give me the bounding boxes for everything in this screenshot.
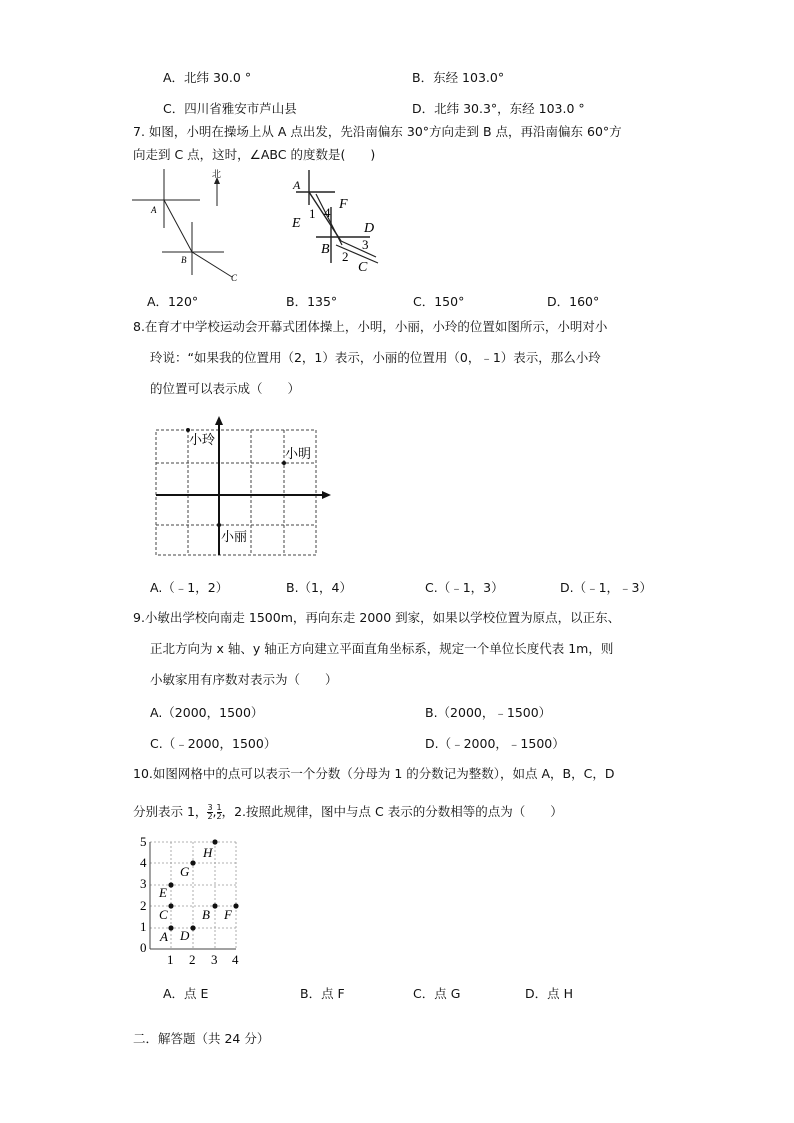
q9-text-line3: 小敏家用有序数对表示为（ ）	[150, 672, 338, 687]
xiaoming-label: 小明	[285, 446, 312, 461]
q8-text-line1: 8.在育才中学校运动会开幕式团体操上，小明，小丽，小玲的位置如图所示，小明对小	[133, 319, 608, 334]
angle-1-label: 1	[309, 206, 316, 221]
angle-3-label: 3	[362, 237, 369, 252]
y-tick-5: 5	[140, 834, 147, 849]
point-a-label: A	[151, 205, 157, 215]
q10-option-b: B．点 F	[300, 986, 345, 1001]
q10-line2-prefix: 分别表示 1，	[133, 804, 208, 819]
xiaoli-label: 小丽	[221, 529, 248, 544]
y-tick-1: 1	[140, 919, 147, 934]
angle-2-label: 2	[342, 249, 349, 264]
q7-text-line2: 向走到 C 点，这时，∠ABC 的度数是( )	[133, 147, 376, 162]
point-h-label: H	[203, 845, 213, 860]
y-tick-2: 2	[140, 898, 147, 913]
point-e-label: E	[292, 216, 301, 231]
q9-option-b: B.（2000，﹣1500）	[425, 705, 552, 720]
q8-option-b: B.（1，4）	[286, 580, 352, 595]
angle-4-label: 4	[324, 205, 331, 220]
point-c-label: C	[231, 273, 238, 283]
x-tick-4: 4	[232, 952, 239, 967]
point-a-label: A	[160, 929, 168, 944]
y-tick-0: 0	[140, 940, 147, 955]
x-tick-2: 2	[189, 952, 196, 967]
q8-option-a: A.（﹣1，2）	[150, 580, 229, 595]
q7-option-c: C．150°	[413, 294, 465, 309]
q9-option-d: D.（﹣2000，﹣1500）	[425, 736, 565, 751]
q10-text-line2: 分别表示 1， $\frac{3}{2}$ , $\frac{1}{2}$ ，2.按照此规律，图中与点 C 表示的分数相等的点为（ ）	[133, 803, 563, 821]
y-tick-3: 3	[140, 876, 147, 891]
q10-line2-suffix: ，2.按照此规律，图中与点 C 表示的分数相等的点为（ ）	[221, 804, 563, 819]
q8-option-d: D.（﹣1，﹣3）	[560, 580, 653, 595]
point-f-label: F	[339, 197, 348, 212]
q9-text-line2: 正北方向为 x 轴、y 轴正方向建立平面直角坐标系，规定一个单位长度代表 1m，则	[150, 641, 614, 656]
point-b-label: B	[181, 255, 187, 265]
point-c-label: C	[358, 260, 368, 275]
q7-option-b: B．135°	[286, 294, 338, 309]
q10-grid-figure	[130, 830, 255, 970]
q10-option-a: A．点 E	[163, 986, 209, 1001]
q6-option-a: A．北纬 30.0 °	[163, 70, 252, 85]
q8-text-line2: 玲说：“如果我的位置用（2，1）表示，小丽的位置用（0，﹣1）表示，那么小玲	[150, 350, 601, 365]
q10-text-line1: 10.如图网格中的点可以表示一个分数（分母为 1 的分数记为整数），如点 A，B，C，D	[133, 766, 615, 781]
q8-option-c: C.（﹣1，3）	[425, 580, 504, 595]
q10-option-d: D．点 H	[525, 986, 573, 1001]
y-tick-4: 4	[140, 855, 147, 870]
q7-option-d: D．160°	[547, 294, 600, 309]
q10-option-c: C．点 G	[413, 986, 461, 1001]
q7-figure-left	[128, 165, 248, 285]
point-b-label: B	[202, 907, 210, 922]
x-tick-3: 3	[211, 952, 218, 967]
point-c-label: C	[159, 907, 168, 922]
section-2-title: 二．解答题（共 24 分）	[133, 1031, 270, 1046]
point-f-label: F	[224, 907, 232, 922]
q7-option-a: A．120°	[147, 294, 199, 309]
xiaoling-label: 小玲	[189, 432, 216, 447]
q7-text-line1: 7. 如图，小明在操场上从 A 点出发，先沿南偏东 30°方向走到 B 点，再沿南偏东 60°方	[133, 124, 622, 139]
q6-option-b: B．东经 103.0°	[412, 70, 505, 85]
q6-option-c: C．四川省雅安市芦山县	[163, 101, 297, 116]
q7-figure-right	[286, 165, 396, 280]
north-label: 北	[212, 169, 222, 179]
q9-option-a: A.（2000，1500）	[150, 705, 264, 720]
point-e-label: E	[159, 885, 167, 900]
point-a-label: A	[293, 178, 301, 192]
point-d-label: D	[180, 928, 190, 943]
q8-grid-figure	[150, 410, 340, 562]
point-b-label: B	[321, 242, 330, 257]
q9-option-c: C.（﹣2000，1500）	[150, 736, 277, 751]
point-d-label: D	[364, 221, 375, 236]
point-g-label: G	[180, 864, 190, 879]
fraction-1-2: $\frac{1}{2}$	[216, 803, 222, 821]
fraction-3-2: $\frac{3}{2}$	[207, 803, 213, 821]
q9-text-line1: 9.小敏出学校向南走 1500m，再向东走 2000 到家，如果以学校位置为原点，以正东、	[133, 610, 621, 625]
q8-text-line3: 的位置可以表示成（ ）	[150, 381, 301, 396]
q6-option-d: D．北纬 30.3°，东经 103.0 °	[412, 101, 585, 116]
x-tick-1: 1	[167, 952, 174, 967]
